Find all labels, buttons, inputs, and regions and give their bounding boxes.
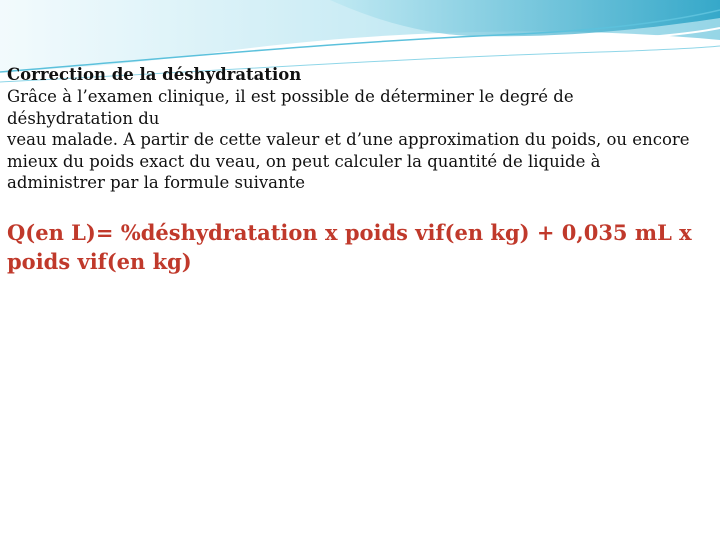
formula-block [7, 218, 713, 276]
body-line: mieux du poids exact du veau, on peut calculer la quantité de liquide à [7, 151, 601, 171]
body-line: veau malade. A partir de cette valeur et d’une approximation du poids, ou encore [7, 130, 690, 149]
body-line: Grâce à l’examen clinique, il est possible de déterminer le degré de [7, 87, 574, 106]
body-line: déshydratation du [7, 108, 160, 128]
slide-title: Correction de la déshydratation [7, 65, 302, 84]
formula-line: Q(en L)= %déshydratation x poids vif(en kg) + 0,035 mL x [7, 219, 692, 245]
formula-line: poids vif(en kg) [7, 248, 192, 274]
slide-content [7, 64, 713, 276]
body-line: administrer par la formule suivante [7, 173, 306, 192]
